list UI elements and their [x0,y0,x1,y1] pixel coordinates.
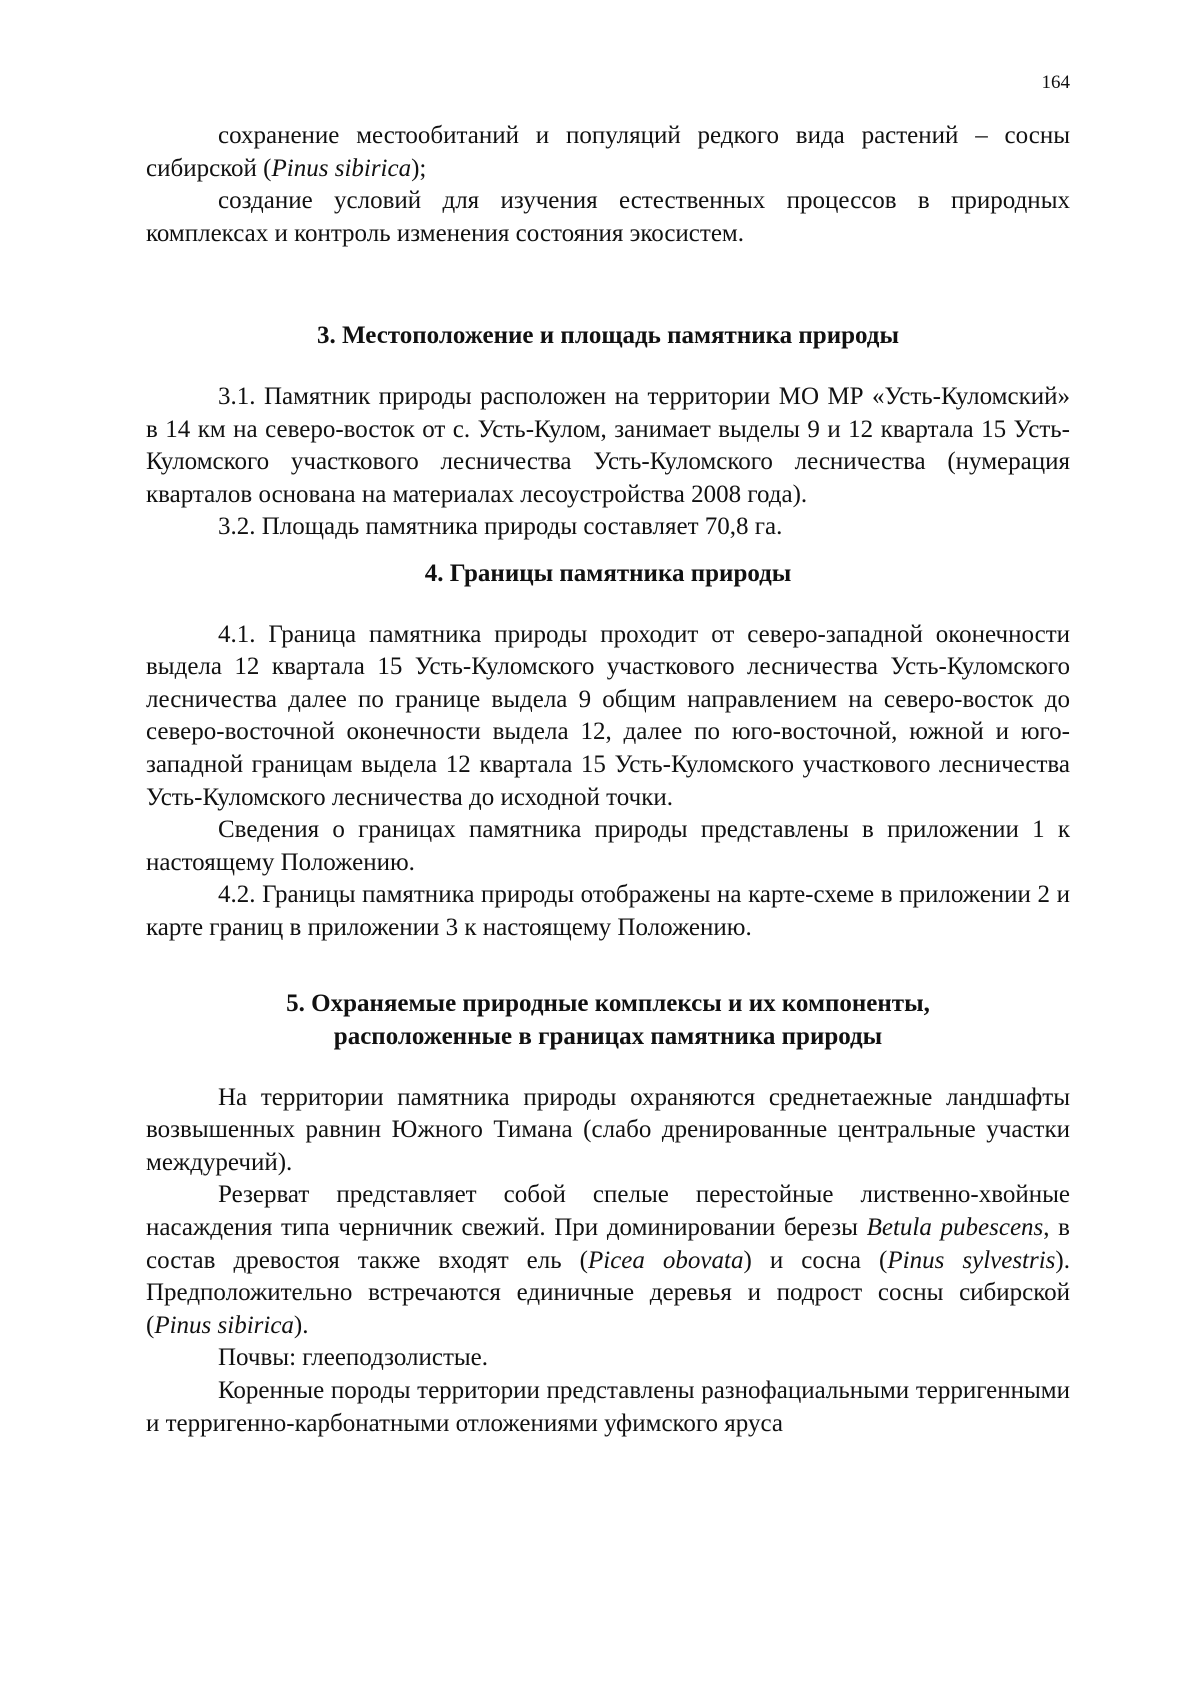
latin-name: Picea obovata [587,1246,744,1274]
section-3-paragraph-1: 3.1. Памятник природы расположен на территории МО МР «Усть-Куломский» в 14 км на северо-восток от с. Усть-Кулом, занимает выделы 9 и 12 квартала 15 Усть-Куломского участкового лесничества Усть-Куломского лесничества (нумерация кварталов основана на материалах лесоустройства 2008 года). [146,382,1070,508]
section-3-heading: 3. Местоположение и площадь памятника природы [317,322,899,350]
text-run: ). [293,1311,309,1339]
text-run: ). Предположительно встречаются единичные деревья и подрост сосны сибирской ( [146,1246,1070,1339]
latin-name: Pinus sibirica [154,1311,294,1339]
page-number: 164 [1041,72,1070,93]
text-run: , в состав древостоя также входят ель ( [146,1214,1070,1274]
section-4-paragraph-1: 4.1. Граница памятника природы проходит от северо-западной оконечности выдела 12 квартала 15 Усть-Куломского участкового лесничества Усть-Куломского лесничества далее по границе выдела 9 общим направлением на северо-восток до северо-восточной оконечности выдела 12, далее по юго-восточной, южной и юго-западной границам выдела 12 квартала 15 Усть-Куломского участкового лесничества Усть-Куломского лесничества до исходной точки. [146,620,1070,811]
intro-text: сохранение местообитаний и популяций редкого вида растений – сосны сибирской ( [146,122,1070,182]
section-5-paragraph-3: Почвы: глееподзолистые. [218,1344,489,1372]
text-run: Резерват представляет собой спелые перестойные лиственно-хвойные насаждения типа черничник свежий. При доминировании березы [146,1181,1070,1242]
section-5-paragraph-1: На территории памятника природы охраняются среднетаежные ландшафты возвышенных равнин Южного Тимана (слабо дренированные центральные участки междуречий). [146,1083,1070,1176]
section-4-paragraph-3: 4.2. Границы памятника природы отображены на карте-схеме в приложении 2 и карте границ в приложении 3 к настоящему Положению. [146,881,1070,941]
section-5-paragraph-2 [146,1179,1070,1342]
section-5-heading-line-1: 5. Охраняемые природные комплексы и их компоненты, [286,990,930,1018]
intro-paragraph-1 [146,120,1070,185]
section-4-paragraph-2: Сведения о границах памятника природы представлены в приложении 1 к настоящему Положению. [146,816,1070,876]
section-5-heading-line-2: расположенные в границах памятника природы [333,1023,883,1051]
section-3-paragraph-2: 3.2. Площадь памятника природы составляет 70,8 га. [218,513,783,541]
latin-name: Pinus sylvestris [887,1246,1056,1274]
latin-name: Pinus sibirica [271,154,412,182]
latin-name: Betula pubescens [866,1214,1044,1242]
intro-paragraph-2: создание условий для изучения естественных процессов в природных комплексах и контроль изменения состояния экосистем. [146,187,1070,247]
section-5-heading [146,988,1070,1053]
section-4-heading: 4. Границы памятника природы [424,559,792,587]
section-5-paragraph-4: Коренные породы территории представлены разнофациальными терригенными и терригенно-карбонатными отложениями уфимского яруса [146,1377,1070,1437]
intro-text-end: ); [411,154,427,182]
document-body [146,120,1070,1440]
text-run: ) и сосна ( [743,1246,888,1274]
